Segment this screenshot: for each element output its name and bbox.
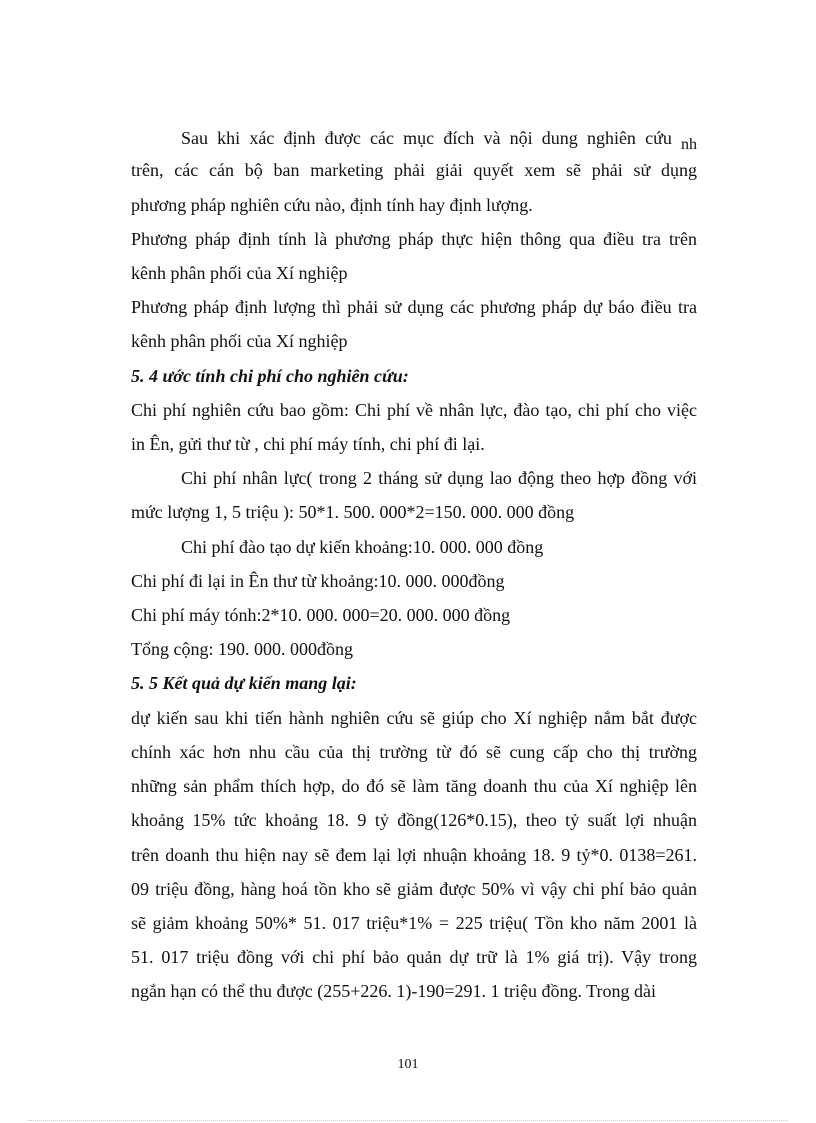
paragraph-line: in Ên, gửi thư từ , chi phí máy tính, chi phí đi lại.	[131, 434, 485, 454]
paragraph-line: kênh phân phối của Xí nghiệp	[131, 331, 348, 351]
paragraph-line: Chi phí nghiên cứu bao gồm: Chi phí về nhân lực, đào tạo, chi phí cho việc	[131, 400, 697, 420]
paragraph-line: phương pháp nghiên cứu nào, định tính hay định lượng.	[131, 195, 533, 215]
paragraph-line: ngắn hạn có thể thu được (255+226. 1)-190=291. 1 triệu đồng. Trong dài	[131, 981, 657, 1001]
paragraph-line: 51. 017 triệu đồng với chi phí bảo quản dự trữ là 1% giá trị). Vậy trong	[131, 947, 697, 967]
paragraph-line: Tổng cộng: 190. 000. 000đồng	[131, 639, 353, 659]
paragraph-line: mức lượng 1, 5 triệu ): 50*1. 500. 000*2=150. 000. 000 đồng	[131, 502, 575, 522]
paragraph-line: chính xác hơn nhu cầu của thị trường từ đó sẽ cung cấp cho thị trường	[131, 742, 697, 762]
paragraph-line: trên, các cán bộ ban marketing phải giải quyết xem sẽ phải sử dụng	[131, 160, 697, 180]
section-heading-5-5: 5. 5 Kết quả dự kiến mang lại:	[131, 673, 357, 693]
paragraph-line: Phương pháp định lượng thì phải sử dụng các phương pháp dự báo điều tra	[131, 297, 697, 317]
paragraph-line: Chi phí đi lại in Ên thư từ khoảng:10. 000. 000đồng	[131, 571, 505, 591]
paragraph-line: dự kiến sau khi tiến hành nghiên cứu sẽ giúp cho Xí nghiệp nắm bắt được	[131, 708, 697, 728]
paragraph-line	[181, 121, 697, 155]
paragraph-line: Chi phí máy tónh:2*10. 000. 000=20. 000. 000 đồng	[131, 605, 511, 625]
paragraph-line: những sản phẩm thích hợp, do đó sẽ làm tăng doanh thu của Xí nghiệp lên	[131, 776, 697, 796]
section-heading-5-4: 5. 4 ước tính chi phí cho nghiên cứu:	[131, 366, 409, 386]
paragraph-line: Chi phí nhân lực( trong 2 tháng sử dụng lao động theo hợp đồng với	[181, 468, 697, 488]
paragraph-line: trên doanh thu hiện nay sẽ đem lại lợi nhuận khoảng 18. 9 tỷ*0. 0138=261.	[131, 845, 697, 865]
paragraph-text: Sau khi xác định được các mục đích và nội dung nghiên cứu	[181, 128, 672, 148]
paragraph-line: Chi phí đào tạo dự kiến khoảng:10. 000. 000 đồng	[181, 537, 544, 557]
paragraph-line: sẽ giảm khoảng 50%* 51. 017 triệu*1% = 225 triệu( Tồn kho năm 2001 là	[131, 913, 697, 933]
paragraph-line: kênh phân phối của Xí nghiệp	[131, 263, 348, 283]
page-number: 101	[397, 1057, 419, 1072]
paragraph-text-fragment: nh	[681, 136, 697, 153]
paragraph-line: 09 triệu đồng, hàng hoá tồn kho sẽ giảm được 50% vì vậy chi phí bảo quản	[131, 879, 697, 899]
paragraph-line: khoảng 15% tức khoảng 18. 9 tỷ đồng(126*0.15), theo tỷ suất lợi nhuận	[131, 810, 697, 830]
bottom-divider	[28, 1120, 788, 1121]
paragraph-line: Phương pháp định tính là phương pháp thực hiện thông qua điều tra trên	[131, 229, 697, 249]
